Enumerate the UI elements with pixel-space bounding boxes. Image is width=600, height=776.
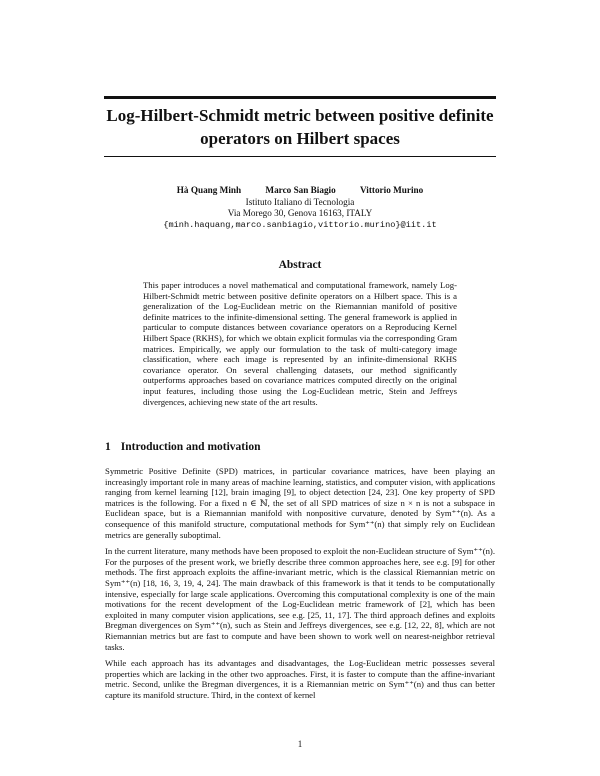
title-top-rule — [104, 96, 496, 99]
author-name: Hà Quang Minh — [176, 185, 242, 195]
abstract-text: This paper introduces a novel mathematical and computational framework, namely Log-Hilbert-Schmidt metric between positive definite operators on a Hilbert space. This is a generalization of the Log-Euclidean metric on the Riemannian manifold of positive definite matrices to the infinite-dimensional setting. The general framework is applied in particular to compute distances between covariance operators on a Reproducing Kernel Hilbert Space (RKHS), for which we obtain explicit formulas via the corresponding Gram matrices. Empirically, we apply our formulation to the task of multi-category image classification, where each image is represented by an infinite-dimensional RKHS covariance operator. On several challenging datasets, our method significantly outperforms approaches based on covariance matrices computed directly on the original input features, including those using the Log-Euclidean metric, Stein and Jeffreys divergences, achieving new state of the art results. — [143, 280, 457, 407]
author-name: Marco San Biagio — [265, 185, 336, 195]
page-number: 1 — [297, 739, 303, 749]
address: Via Morego 30, Genova 16163, ITALY — [227, 208, 373, 218]
abstract-heading: Abstract — [278, 259, 322, 271]
paper-title: Log-Hilbert-Schmidt metric between positive definite operators on Hilbert spaces — [106, 106, 494, 148]
author-name: Vittorio Murino — [360, 185, 424, 195]
author-names — [0, 185, 600, 197]
author-block — [0, 185, 600, 231]
section-number: 1 — [105, 441, 111, 453]
paragraph: While each approach has its advantages and disadvantages, the Log-Euclidean metric possesses several properties which are lacking in the other two approaches. First, it is faster to compute than the affine-invariant metric. Second, unlike the Bregman divergences, it is a Riemannian metric on Sym⁺⁺(n) and thus can better capture its manifold structure. Third, in the context of kernel — [105, 658, 495, 700]
author-emails: {minh.haquang,marco.sanbiagio,vittorio.murino}@iit.it — [163, 219, 437, 230]
affiliation: Istituto Italiano di Tecnologia — [245, 196, 355, 207]
paragraph: Symmetric Positive Definite (SPD) matrices, in particular covariance matrices, have been playing an increasingly important role in many areas of machine learning, statistics, and computer vision, with applications ranging from kernel learning [12], brain imaging [9], to object detection [24, 23]. One key property of SPD matrices is the following. For a fixed n ∈ ℕ, the set of all SPD matrices of size n × n is not a subspace in Euclidean space, but is a Riemannian manifold with nonpositive curvature, denoted by Sym⁺⁺(n). As a consequence of this manifold structure, computational methods for Sym⁺⁺(n) that simply rely on Euclidean metrics are generally suboptimal. — [105, 466, 495, 540]
section-heading — [105, 441, 260, 453]
title-bottom-rule — [104, 156, 496, 157]
body-text — [105, 466, 495, 706]
paragraph: In the current literature, many methods have been proposed to exploit the non-Euclidean structure of Sym⁺⁺(n). For the purposes of the present work, we briefly describe three common approaches here, see e.g. [9] for other methods. The first approach exploits the affine-invariant metric, which is the classical Riemannian metric on Sym⁺⁺(n) [18, 16, 3, 19, 4, 24]. The main drawback of this framework is that it tends to be computationally intensive, especially for large scale applications. Overcoming this computational complexity is one of the main motivations for the recent development of the Log-Euclidean metric framework of [2], which has been exploited in many computer vision applications, see e.g. [25, 11, 17]. The third approach defines and exploits Bregman divergences on Sym⁺⁺(n), such as Stein and Jeffreys divergences, see e.g. [12, 22, 8], which are not Riemannian metrics but are fast to compute and have been shown to work well on nearest-neighbor retrieval tasks. — [105, 546, 495, 652]
section-title: Introduction and motivation — [120, 441, 261, 453]
